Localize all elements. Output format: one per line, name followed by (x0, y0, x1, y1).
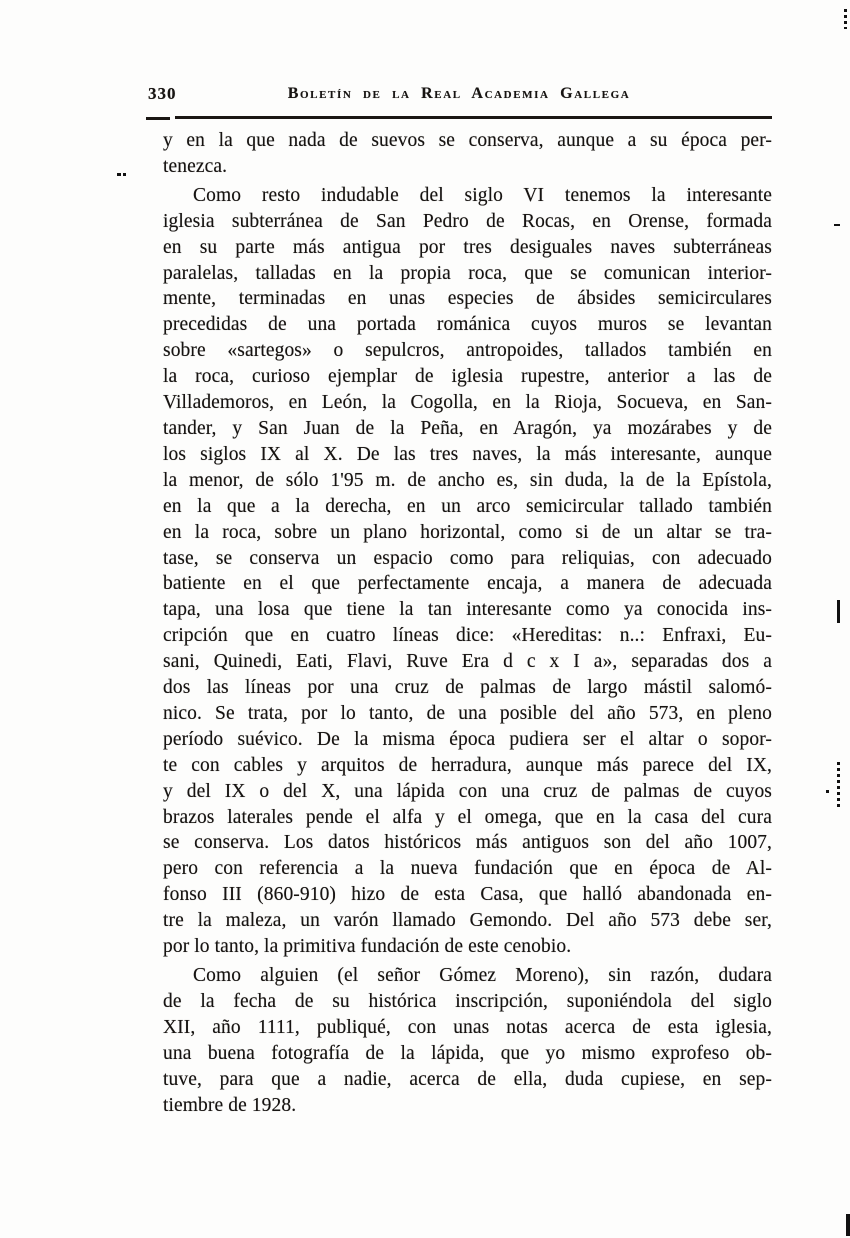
text-line: en la roca, sobre un plano horizontal, como si de un altar se tra- (163, 521, 772, 543)
running-header (146, 84, 772, 108)
text-line: batiente en el que perfectamente encaja, a manera de adecuada (163, 573, 772, 595)
running-title: Boletín de la Real Academia Gallega (287, 85, 631, 102)
text-line: precedidas de una portada románica cuyos muros se levantan (163, 314, 772, 336)
text-line: y en la que nada de suevos se conserva, aunque a su época per- (163, 130, 772, 151)
text-line: te con cables y arquitos de herradura, aunque más parece del IX, (163, 754, 772, 776)
header-rule-segment (146, 117, 170, 120)
text-line: dos las líneas por una cruz de palmas de largo mástil salomó- (163, 677, 772, 699)
text-line: mente, terminadas en unas especies de ábsides semicirculares (163, 288, 772, 310)
paragraph (163, 963, 772, 1118)
text-line: tapa, una losa que tiene la tan interesante como ya conocida ins- (163, 599, 772, 621)
text-line: tre la maleza, un varón llamado Gemondo. Del año 573 debe ser, (163, 910, 772, 932)
scan-speck (837, 600, 840, 623)
text-line: por lo tanto, la primitiva fundación de este cenobio. (163, 936, 572, 958)
scan-speck (846, 1214, 850, 1236)
text-line: sobre «sartegos» o sepulcros, antropoides, tallados también en (163, 340, 772, 362)
scan-speck (844, 9, 847, 29)
text-line: sani, Quinedi, Eati, Flavi, Ruve Era d c x I a», separadas dos a (163, 651, 772, 673)
text-line: una buena fotografía de la lápida, que yo mismo exprofeso ob- (163, 1042, 772, 1064)
text-line: XII, año 1111, publiqué, con unas notas acerca de esta iglesia, (163, 1016, 772, 1038)
scan-speck (837, 762, 840, 808)
text-line: nico. Se trata, por lo tanto, de una posible del año 573, en pleno (163, 702, 772, 724)
text-line: período suévico. De la misma época pudiera ser el altar o sopor- (163, 728, 772, 750)
text-line: tander, y San Juan de la Peña, en Aragón, ya mozárabes y de (163, 417, 772, 439)
paragraph (163, 183, 772, 960)
paragraph (163, 128, 772, 180)
text-line: cripción que en cuatro líneas dice: «Hereditas: n..: Enfraxi, Eu- (163, 625, 772, 647)
text-line: los siglos IX al X. De las tres naves, la más interesante, aunque (163, 443, 772, 465)
text-line: la roca, curioso ejemplar de iglesia rupestre, anterior a las de (163, 366, 772, 388)
text-line: en su parte más antigua por tres desiguales naves subterráneas (163, 236, 772, 258)
scan-speck (123, 173, 126, 176)
scan-speck (117, 173, 121, 176)
text-line: la menor, de sólo 1'95 m. de ancho es, sin duda, la de la Epístola, (163, 469, 772, 491)
text-line: tase, se conserva un espacio como para reliquias, con adecuado (163, 547, 772, 569)
text-line: de la fecha de su histórica inscripción, suponiéndola del siglo (163, 990, 772, 1012)
text-line: en la que a la derecha, en un arco semicircular tallado también (163, 495, 772, 517)
text-line: tuve, para que a nadie, acerca de ella, duda cupiese, en sep- (163, 1068, 772, 1090)
text-line: iglesia subterránea de San Pedro de Rocas, en Orense, formada (163, 210, 772, 232)
text-line: y del IX o del X, una lápida con una cruz de palmas de cuyos (163, 780, 772, 802)
page-number: 330 (148, 84, 177, 103)
text-line: se conserva. Los datos históricos más antiguos son del año 1007, (163, 832, 772, 854)
text-line: paralelas, talladas en la propia roca, que se comunican interior- (163, 262, 772, 284)
header-rule (175, 116, 772, 119)
scan-speck (826, 790, 829, 793)
text-line: tiembre de 1928. (163, 1094, 297, 1116)
text-line: Villademoros, en León, la Cogolla, en la Rioja, Socueva, en San- (163, 392, 772, 414)
text-line: brazos laterales pende el alfa y el omega, que en la casa del cura (163, 806, 772, 828)
scan-speck (834, 224, 840, 226)
text-line: Como alguien (el señor Gómez Moreno), sin razón, dudara (193, 965, 772, 986)
text-line: Como resto indudable del siglo VI tenemos la interesante (193, 184, 772, 206)
text-line: tenezca. (163, 155, 228, 177)
text-block (163, 128, 772, 1118)
text-line: fonso III (860-910) hizo de esta Casa, que halló abandonada en- (163, 884, 772, 906)
text-line: pero con referencia a la nueva fundación que en época de Al- (163, 858, 772, 880)
